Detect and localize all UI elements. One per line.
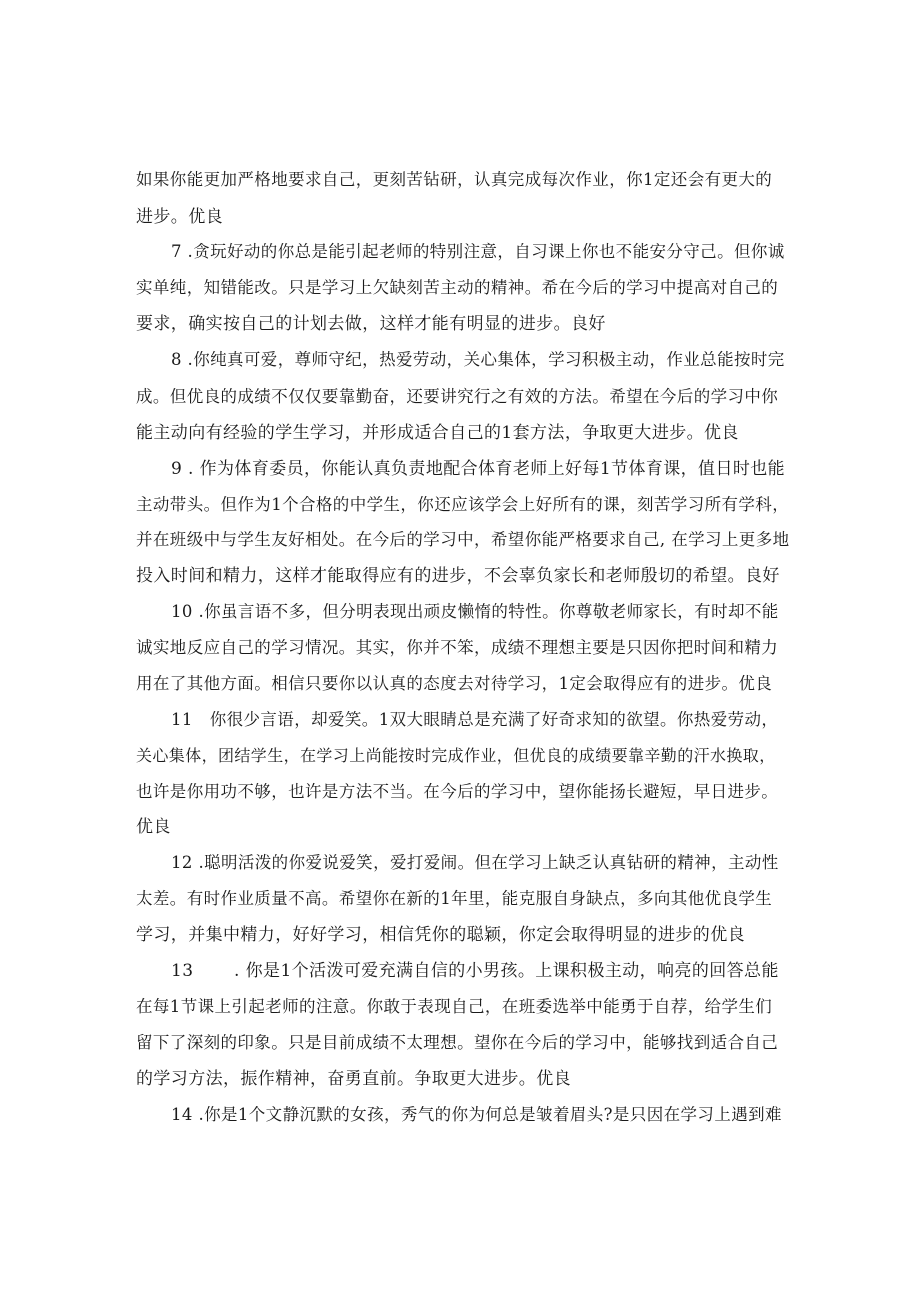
text-line: 也许是你用功不够，也许是方法不当。在今后的学习中，望你能扬长避短，早日进步。 xyxy=(136,782,779,801)
paragraph-14-line: 14 .你是1个文静沉默的女孩，秀气的你为何总是皱着眉头?是只因在学习上遇到难 xyxy=(171,1105,782,1124)
text-line: 能主动向有经验的学生学习，并形成适合自己的1套方法，争取更大进步。优良 xyxy=(136,423,739,443)
text-line: 太差。有时作业质量不高。希望你在新的1年里，能克服自身缺点，多向其他优良学生 xyxy=(136,889,773,908)
paragraph-12-line: 12 .聪明活泼的你爱说爱笑，爱打爱闹。但在学习上缺乏认真钻研的精神，主动性 xyxy=(171,853,779,872)
text-line: 用在了其他方面。相信只要你以认真的态度去对待学习，1定会取得应有的进步。优良 xyxy=(136,674,773,693)
text-line: 投入时间和精力，这样才能取得应有的进步，不会辜负家长和老师殷切的希望。良好 xyxy=(136,566,780,586)
text-line: 成。但优良的成绩不仅仅要靠勤奋，还要讲究行之有效的方法。希望在今后的学习中你 xyxy=(136,387,779,406)
text-line: 学习，并集中精力，好好学习，相信凭你的聪颖，你定会取得明显的进步的优良 xyxy=(136,925,745,945)
text-line: 主动带头。但作为1个合格的中学生，你还应该学会上好所有的课，刻苦学习所有学科， xyxy=(136,495,790,514)
paragraph-10-line: 10 .你虽言语不多，但分明表现出顽皮懒惰的特性。你尊敬老师家长，有时却不能 xyxy=(171,602,779,621)
text-line: 留下了深刻的印象。只是目前成绩不太理想。望你在今后的学习中，能够找到适合自己 xyxy=(136,1033,779,1052)
paragraph-8-line: 8 .你纯真可爱，尊师守纪，热爱劳动，关心集体，学习积极主动，作业总能按时完 xyxy=(171,350,785,369)
text-line: 要求，确实按自己的计划去做，这样才能有明显的进步。良好 xyxy=(136,314,606,334)
text-line: 在每1节课上引起老师的注意。你敢于表现自己，在班委选举中能勇于自荐，给学生们 xyxy=(136,997,773,1016)
paragraph-11-line: 11 你很少言语，却爱笑。1双大眼睛总是充满了好奇求知的欲望。你热爱劳动， xyxy=(171,710,779,729)
text-line: 如果你能更加严格地要求自己，更刻苦钻研，认真完成每次作业，你1定还会有更大的 xyxy=(136,170,773,189)
text-line: 关心集体，团结学生，在学习上尚能按时完成作业，但优良的成绩要靠辛勤的汗水换取， xyxy=(136,746,776,765)
text-line: 实单纯，知错能改。只是学习上欠缺刻苦主动的精神。希在今后的学习中提高对自己的 xyxy=(136,278,779,297)
paragraph-13-line: 13 . 你是1个活泼可爱充满自信的小男孩。上课积极主动，响亮的回答总能 xyxy=(171,961,779,981)
text-line: 诚实地反应自己的学习情况。其实，你并不笨，成绩不理想主要是只因你把时间和精力 xyxy=(136,638,779,657)
paragraph-9-line: 9 . 作为体育委员，你能认真负责地配合体育老师上好每1节体育课，值日时也能 xyxy=(171,459,786,479)
text-line: 并在班级中与学生友好相处。在今后的学习中，希望你能严格要求自己, 在学习上更多地 xyxy=(136,530,790,549)
text-line: 优良 xyxy=(136,817,171,837)
text-line: 进步。优良 xyxy=(136,207,223,227)
paragraph-7-line: 7 .贪玩好动的你总是能引起老师的特别注意，自习课上你也不能安分守己。但你诚 xyxy=(171,242,785,261)
text-line: 的学习方法，振作精神，奋勇直前。争取更大进步。优良 xyxy=(136,1069,571,1089)
